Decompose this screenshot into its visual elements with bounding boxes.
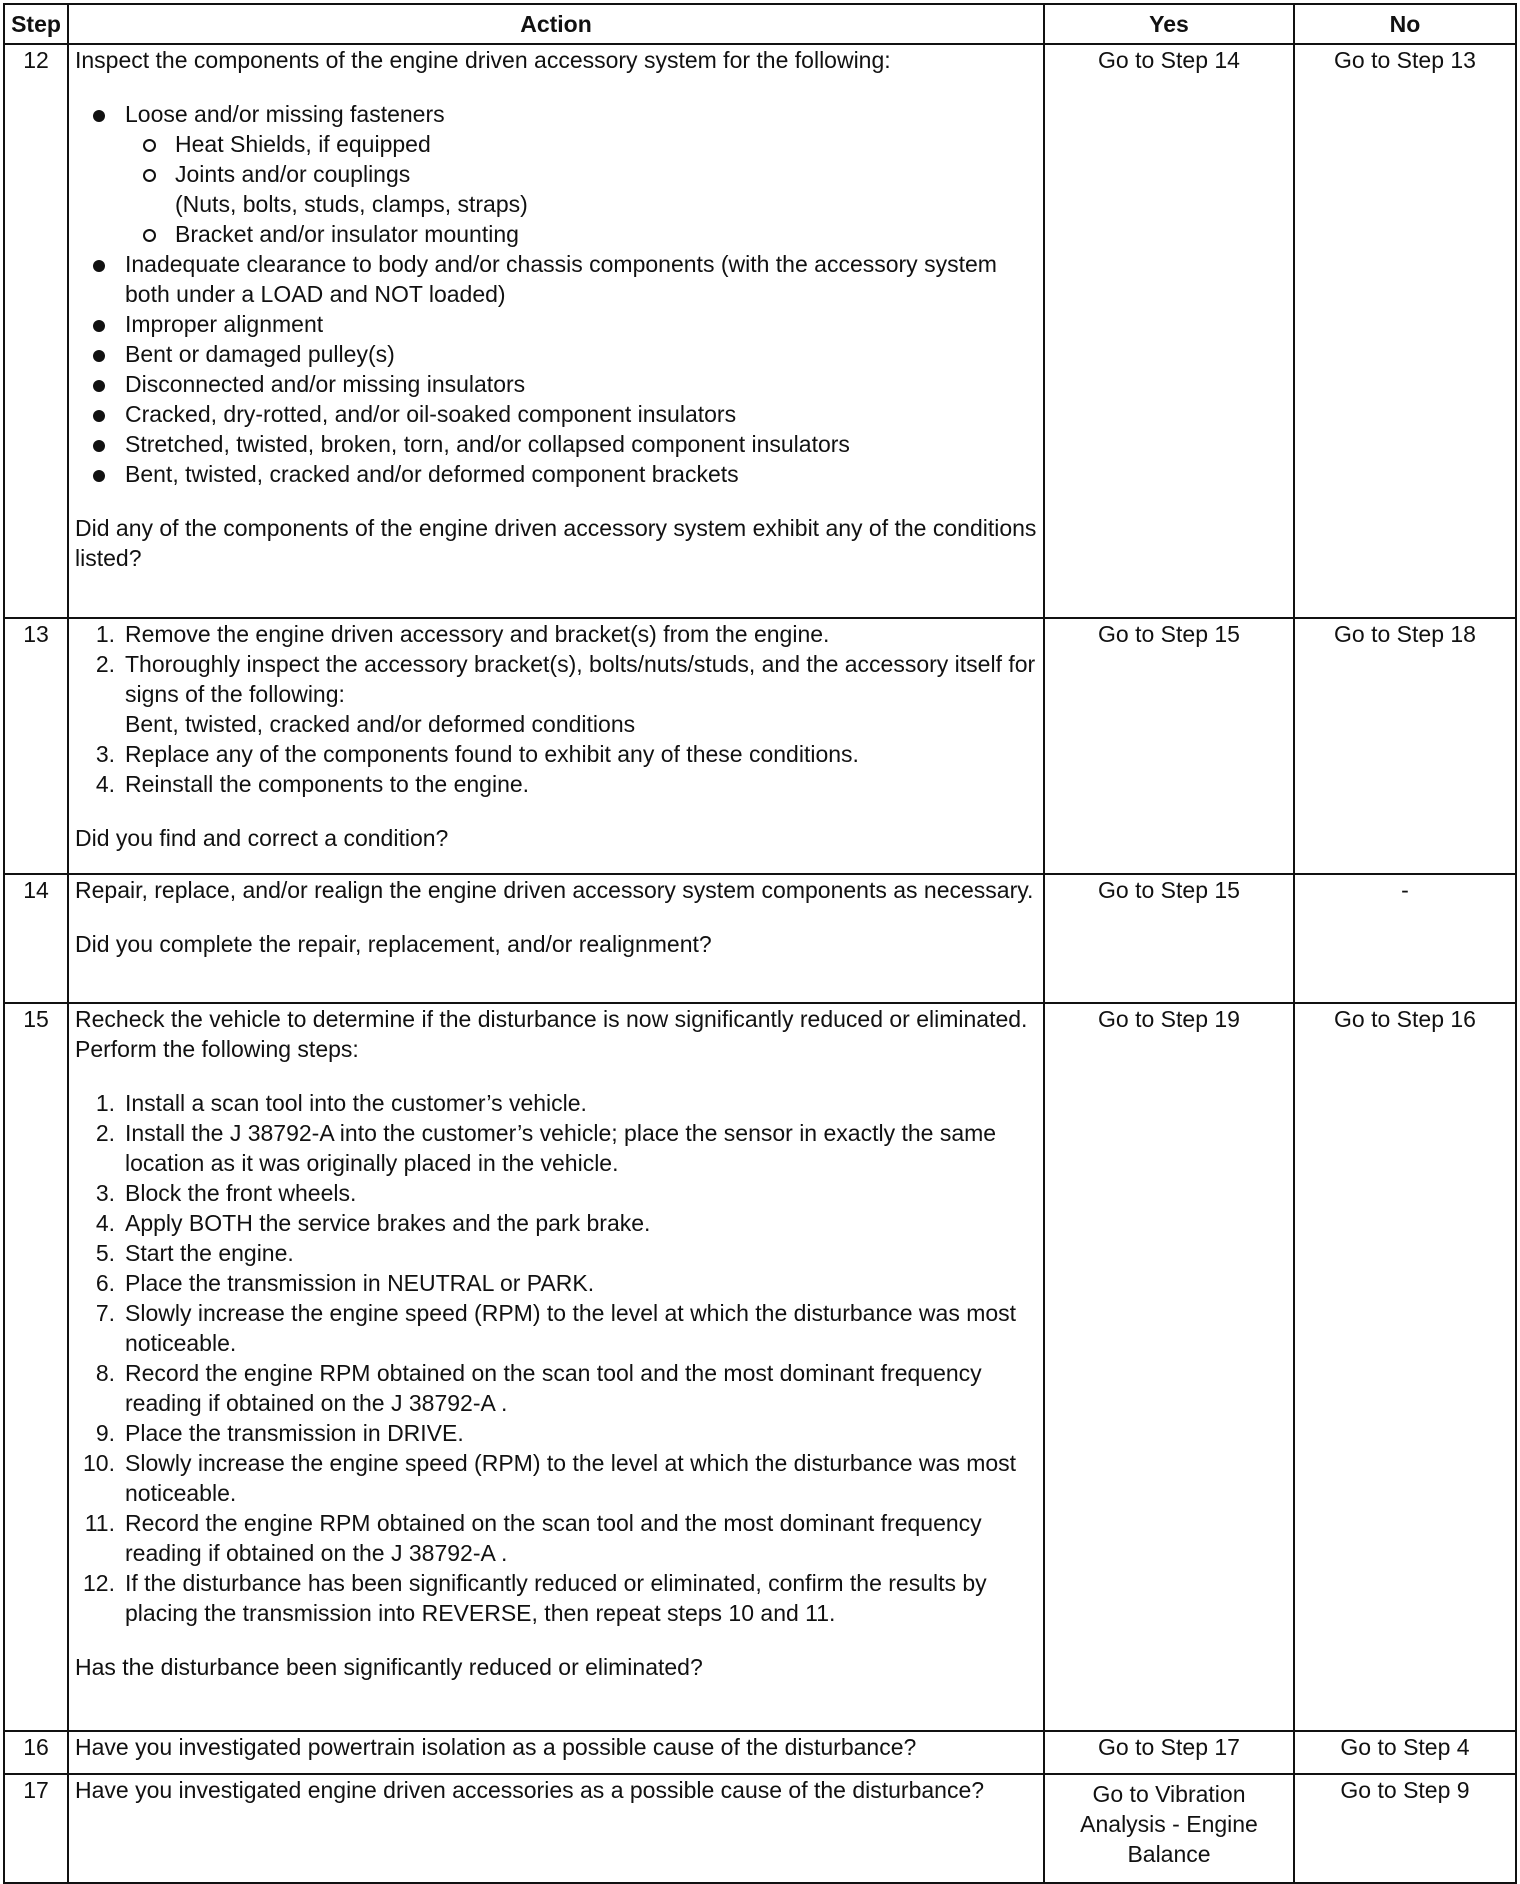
list-item: Heat Shields, if equipped	[125, 129, 1037, 159]
numbered-list	[75, 619, 1037, 799]
list-item: 9. Place the transmission in DRIVE.	[95, 1420, 464, 1446]
list-item: 3. Block the front wheels.	[95, 1180, 357, 1206]
action-intro: Inspect the components of the engine driven accessory system for the following:	[75, 47, 891, 73]
no-result: Go to Step 9	[1294, 1774, 1516, 1883]
yes-result: Go to Vibration Analysis - Engine Balance	[1044, 1774, 1294, 1883]
list-item: 5. Start the engine.	[95, 1240, 294, 1266]
action-text: Repair, replace, and/or realign the engine driven accessory system components as necessary.	[75, 877, 1034, 903]
action-intro: Recheck the vehicle to determine if the disturbance is now significantly reduced or eliminated. Perform the following steps:	[75, 1006, 1028, 1062]
list-item: 1. Remove the engine driven accessory and bracket(s) from the engine.	[95, 621, 830, 647]
list-item: 3. Replace any of the components found to exhibit any of these conditions.	[95, 741, 859, 767]
header-yes: Yes	[1044, 4, 1294, 44]
yes-result: Go to Step 19	[1044, 1003, 1294, 1731]
action-question: Did any of the components of the engine driven accessory system exhibit any of the conditions listed?	[75, 515, 1037, 571]
no-result: Go to Step 16	[1294, 1003, 1516, 1731]
no-result: Go to Step 4	[1294, 1731, 1516, 1774]
list-item: 2. Thoroughly inspect the accessory bracket(s), bolts/nuts/studs, and the accessory itself for signs of the following: Bent, twisted, cracked and/or deformed conditions	[95, 651, 1036, 737]
step-number: 17	[4, 1774, 68, 1883]
numbered-list	[75, 1088, 1037, 1628]
list-item: 4. Reinstall the components to the engine.	[95, 771, 530, 797]
list-item: 8. Record the engine RPM obtained on the scan tool and the most dominant frequency reading if obtained on the J 38792-A .	[95, 1360, 982, 1416]
list-item: Stretched, twisted, broken, torn, and/or collapsed component insulators	[75, 429, 1037, 459]
list-item: 1. Install a scan tool into the customer’s vehicle.	[95, 1090, 587, 1116]
header-no: No	[1294, 4, 1516, 44]
step-number: 12	[4, 44, 68, 618]
list-item: 12. If the disturbance has been significantly reduced or eliminated, confirm the results by placing the transmission into REVERSE, then repeat steps 10 and 11.	[83, 1570, 987, 1626]
table-row	[4, 44, 1516, 618]
action-question: Have you investigated engine driven accessories as a possible cause of the disturbance?	[75, 1777, 985, 1803]
list-item: Bracket and/or insulator mounting	[125, 219, 1037, 249]
list-item: Disconnected and/or missing insulators	[75, 369, 1037, 399]
diagnostic-table	[3, 3, 1517, 1884]
list-item: Bent, twisted, cracked and/or deformed component brackets	[75, 459, 1037, 489]
header-step: Step	[4, 4, 68, 44]
step-number: 16	[4, 1731, 68, 1774]
action-cell	[68, 618, 1044, 874]
yes-result: Go to Step 17	[1044, 1731, 1294, 1774]
yes-result: Go to Step 14	[1044, 44, 1294, 618]
list-item: 6. Place the transmission in NEUTRAL or PARK.	[95, 1270, 595, 1296]
action-cell	[68, 874, 1044, 1003]
sub-bullet-list	[125, 129, 1037, 249]
yes-result: Go to Step 15	[1044, 874, 1294, 1003]
list-item: Bent or damaged pulley(s)	[75, 339, 1037, 369]
list-item: 7. Slowly increase the engine speed (RPM) to the level at which the disturbance was most noticeable.	[95, 1300, 1017, 1356]
table-row	[4, 1731, 1516, 1774]
list-item: Cracked, dry-rotted, and/or oil-soaked component insulators	[75, 399, 1037, 429]
action-question: Did you complete the repair, replacement, and/or realignment?	[75, 931, 712, 957]
table-row	[4, 618, 1516, 874]
action-cell	[68, 44, 1044, 618]
list-item: 10. Slowly increase the engine speed (RPM) to the level at which the disturbance was most noticeable.	[83, 1450, 1017, 1506]
action-question: Did you find and correct a condition?	[75, 825, 449, 851]
action-cell	[68, 1003, 1044, 1731]
no-result: Go to Step 13	[1294, 44, 1516, 618]
header-row	[4, 4, 1516, 44]
table-row	[4, 1003, 1516, 1731]
step-number: 13	[4, 618, 68, 874]
header-action: Action	[68, 4, 1044, 44]
no-result: Go to Step 18	[1294, 618, 1516, 874]
list-item: Improper alignment	[75, 309, 1037, 339]
table-row	[4, 1774, 1516, 1883]
list-item: 2. Install the J 38792-A into the customer’s vehicle; place the sensor in exactly the same location as it was originally placed in the vehicle.	[95, 1120, 997, 1176]
bullet-list	[75, 99, 1037, 489]
action-question: Have you investigated powertrain isolation as a possible cause of the disturbance?	[75, 1734, 917, 1760]
action-cell	[68, 1731, 1044, 1774]
list-item: Inadequate clearance to body and/or chassis components (with the accessory system both under a LOAD and NOT loaded)	[75, 249, 1037, 309]
no-result: -	[1294, 874, 1516, 1003]
action-question: Has the disturbance been significantly reduced or eliminated?	[75, 1654, 703, 1680]
table-row	[4, 874, 1516, 1003]
step-number: 15	[4, 1003, 68, 1731]
yes-result: Go to Step 15	[1044, 618, 1294, 874]
list-item: Joints and/or couplings (Nuts, bolts, studs, clamps, straps)	[125, 159, 1037, 219]
action-cell	[68, 1774, 1044, 1883]
list-item: Loose and/or missing fasteners Heat Shields, if equipped Joints and/or couplings (Nuts, bolts, studs, clamps, straps) Bracket and/or insulator mounting	[75, 99, 1037, 249]
list-item: 4. Apply BOTH the service brakes and the park brake.	[95, 1210, 651, 1236]
step-number: 14	[4, 874, 68, 1003]
list-item: 11. Record the engine RPM obtained on the scan tool and the most dominant frequency reading if obtained on the J 38792-A .	[84, 1510, 982, 1566]
